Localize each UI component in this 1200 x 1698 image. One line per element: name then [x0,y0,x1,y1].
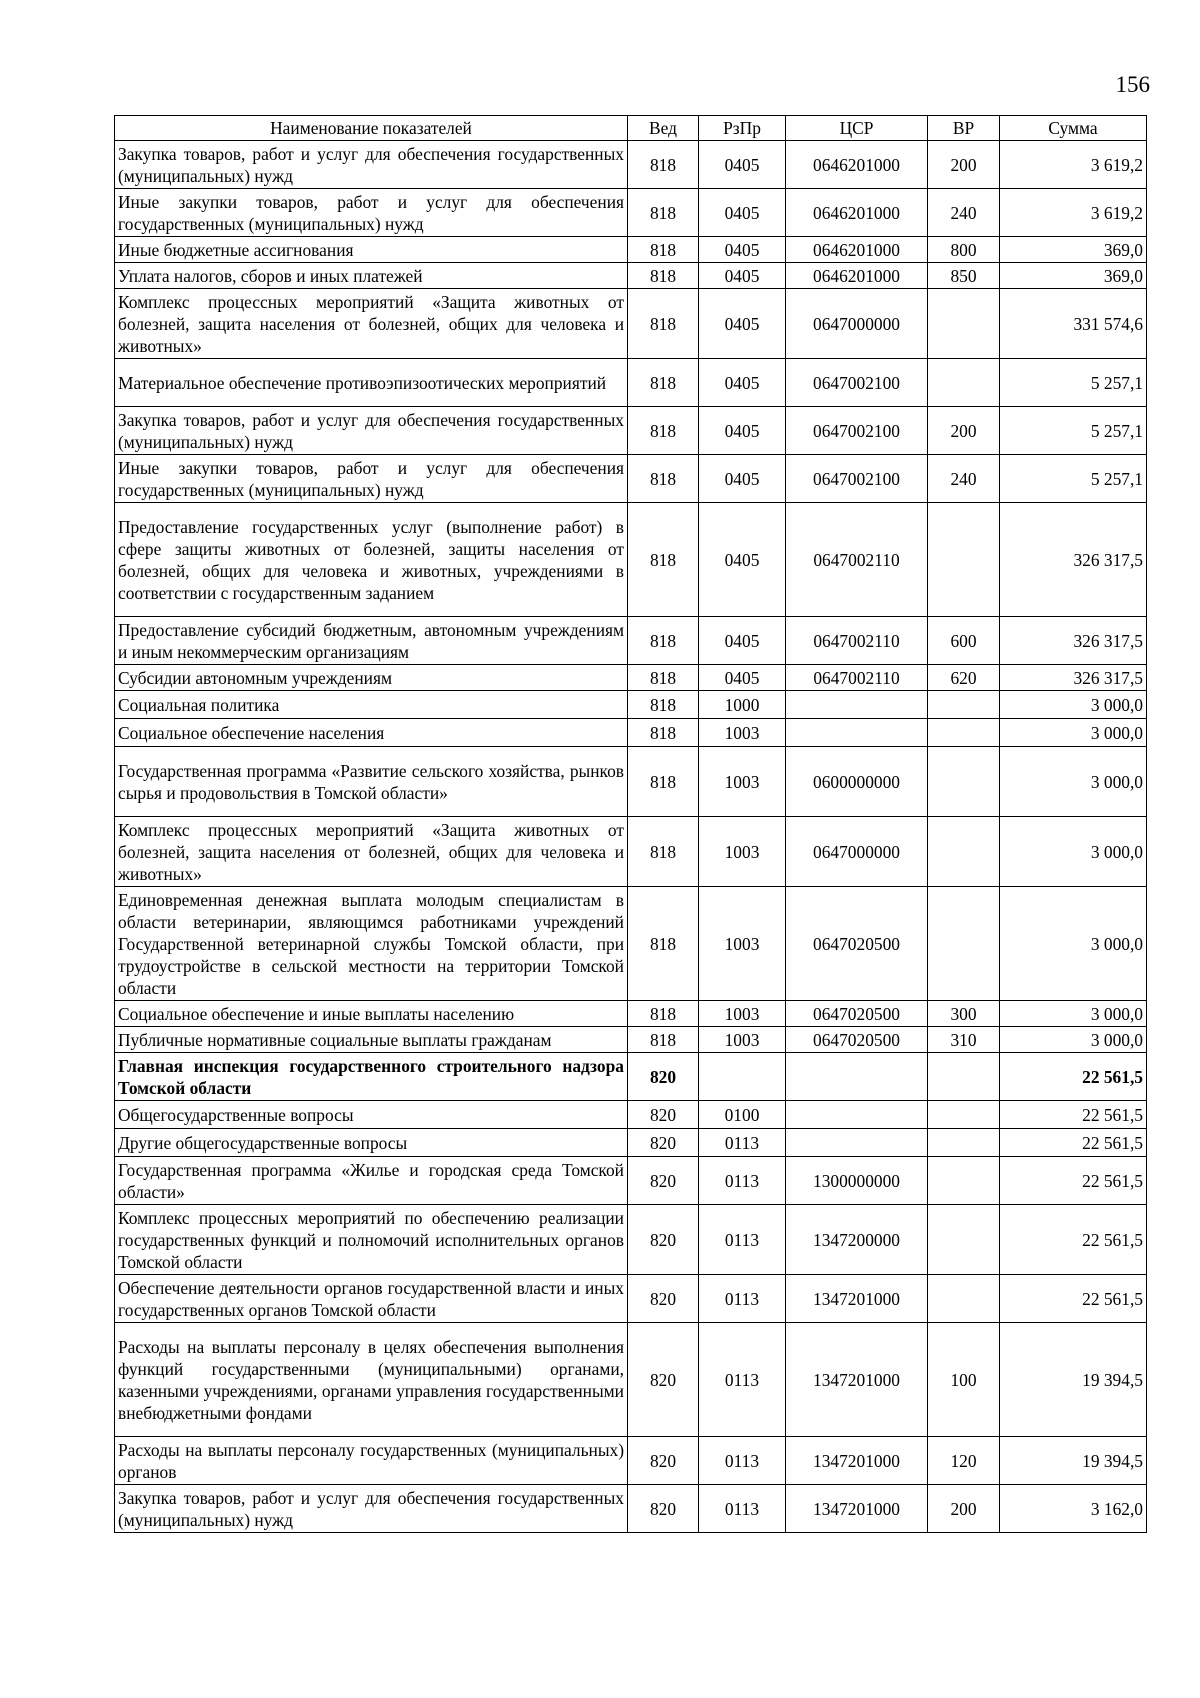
cell-rzpr: 1003 [699,817,786,887]
cell-vr [928,691,1000,719]
cell-name: Закупка товаров, работ и услуг для обеспечения государственных (муниципальных) нужд [115,407,628,455]
table-row [115,1001,1147,1027]
cell-rzpr: 0405 [699,455,786,503]
cell-ved: 818 [628,455,699,503]
cell-ved: 818 [628,617,699,665]
cell-csr: 1347200000 [786,1205,928,1275]
cell-rzpr: 0405 [699,503,786,617]
cell-csr: 0647020500 [786,1027,928,1053]
cell-vr [928,1129,1000,1157]
cell-name: Закупка товаров, работ и услуг для обеспечения государственных (муниципальных) нужд [115,141,628,189]
cell-csr: 0646201000 [786,263,928,289]
cell-sum: 3 000,0 [1000,1001,1147,1027]
cell-name: Расходы на выплаты персоналу государственных (муниципальных) органов [115,1437,628,1485]
cell-rzpr: 0113 [699,1323,786,1437]
cell-sum: 331 574,6 [1000,289,1147,359]
cell-name: Социальная политика [115,691,628,719]
table-row [115,503,1147,617]
cell-csr [786,1101,928,1129]
cell-rzpr: 1003 [699,747,786,817]
cell-rzpr: 1003 [699,1027,786,1053]
cell-ved: 818 [628,189,699,237]
cell-name: Иные закупки товаров, работ и услуг для обеспечения государственных (муниципальных) нужд [115,455,628,503]
cell-name: Государственная программа «Развитие сельского хозяйства, рынков сырья и продовольствия в Томской области» [115,747,628,817]
cell-name: Социальное обеспечение населения [115,719,628,747]
cell-vr: 240 [928,455,1000,503]
cell-ved: 818 [628,691,699,719]
cell-name: Предоставление государственных услуг (выполнение работ) в сфере защиты животных от болезней, защиты населения от болезней, общих для человека и животных, учреждениями в соответствии с государственным заданием [115,503,628,617]
cell-rzpr: 0405 [699,407,786,455]
cell-csr [786,1053,928,1101]
cell-csr: 0647000000 [786,289,928,359]
cell-csr: 0647002100 [786,407,928,455]
cell-name: Комплекс процессных мероприятий «Защита животных от болезней, защита населения от болезней, общих для человека и животных» [115,289,628,359]
cell-rzpr: 0100 [699,1101,786,1129]
cell-ved: 818 [628,141,699,189]
table-header-row [115,116,1147,141]
cell-csr [786,719,928,747]
table-row [115,1485,1147,1533]
cell-vr: 620 [928,665,1000,691]
cell-sum: 19 394,5 [1000,1437,1147,1485]
table-row [115,1157,1147,1205]
cell-vr [928,747,1000,817]
table-row [115,1053,1147,1101]
cell-csr: 0647002100 [786,455,928,503]
cell-name: Комплекс процессных мероприятий «Защита животных от болезней, защита населения от болезней, общих для человека и животных» [115,817,628,887]
cell-csr [786,1129,928,1157]
cell-ved: 818 [628,719,699,747]
cell-name: Расходы на выплаты персоналу в целях обеспечения выполнения функций государственными (муниципальными) органами, казенными учреждениями, органами управления государственными внебюджетными фондами [115,1323,628,1437]
cell-vr: 100 [928,1323,1000,1437]
cell-ved: 820 [628,1129,699,1157]
cell-vr: 120 [928,1437,1000,1485]
cell-sum: 369,0 [1000,237,1147,263]
table-body [115,141,1147,1533]
cell-ved: 820 [628,1275,699,1323]
budget-table [114,115,1147,1533]
cell-rzpr: 0405 [699,189,786,237]
table-row [115,617,1147,665]
cell-sum: 22 561,5 [1000,1275,1147,1323]
cell-sum: 3 162,0 [1000,1485,1147,1533]
cell-sum: 3 619,2 [1000,189,1147,237]
cell-name: Публичные нормативные социальные выплаты гражданам [115,1027,628,1053]
cell-sum: 5 257,1 [1000,407,1147,455]
cell-rzpr: 0113 [699,1129,786,1157]
cell-csr: 0647002110 [786,665,928,691]
cell-rzpr: 0113 [699,1485,786,1533]
table-row [115,719,1147,747]
cell-sum: 326 317,5 [1000,617,1147,665]
cell-rzpr: 0405 [699,141,786,189]
cell-ved: 818 [628,817,699,887]
cell-name: Иные бюджетные ассигнования [115,237,628,263]
table-row [115,1129,1147,1157]
cell-csr: 0647002110 [786,617,928,665]
cell-ved: 820 [628,1323,699,1437]
table-row [115,1323,1147,1437]
table-row [115,1205,1147,1275]
table-row [115,1437,1147,1485]
cell-sum: 3 000,0 [1000,747,1147,817]
cell-sum: 326 317,5 [1000,503,1147,617]
cell-sum: 5 257,1 [1000,359,1147,407]
table-row [115,747,1147,817]
cell-vr [928,1101,1000,1129]
cell-ved: 818 [628,237,699,263]
cell-name: Социальное обеспечение и иные выплаты населению [115,1001,628,1027]
cell-vr: 850 [928,263,1000,289]
cell-ved: 818 [628,1027,699,1053]
cell-csr: 0600000000 [786,747,928,817]
table-row [115,1101,1147,1129]
cell-ved: 820 [628,1053,699,1101]
cell-vr [928,1157,1000,1205]
cell-sum: 3 000,0 [1000,691,1147,719]
header-sum: Сумма [1000,116,1147,141]
cell-ved: 818 [628,887,699,1001]
cell-rzpr: 0113 [699,1157,786,1205]
cell-rzpr: 0405 [699,359,786,407]
cell-rzpr: 0113 [699,1275,786,1323]
cell-name: Государственная программа «Жилье и городская среда Томской области» [115,1157,628,1205]
table-row [115,817,1147,887]
cell-rzpr: 0113 [699,1437,786,1485]
table-row [115,1027,1147,1053]
cell-vr: 200 [928,141,1000,189]
cell-vr [928,719,1000,747]
cell-name: Главная инспекция государственного строительного надзора Томской области [115,1053,628,1101]
cell-vr [928,1053,1000,1101]
cell-sum: 22 561,5 [1000,1101,1147,1129]
cell-rzpr: 0405 [699,289,786,359]
cell-csr: 1300000000 [786,1157,928,1205]
table-row [115,189,1147,237]
cell-rzpr: 0405 [699,237,786,263]
table-row [115,289,1147,359]
cell-csr [786,691,928,719]
cell-csr: 0647000000 [786,817,928,887]
table-row [115,407,1147,455]
cell-rzpr: 1003 [699,1001,786,1027]
table-row [115,263,1147,289]
cell-name: Субсидии автономным учреждениям [115,665,628,691]
cell-ved: 818 [628,359,699,407]
cell-ved: 818 [628,407,699,455]
cell-vr [928,359,1000,407]
cell-vr: 200 [928,407,1000,455]
cell-csr: 1347201000 [786,1485,928,1533]
cell-rzpr: 0113 [699,1205,786,1275]
cell-vr: 310 [928,1027,1000,1053]
cell-sum: 19 394,5 [1000,1323,1147,1437]
cell-vr: 200 [928,1485,1000,1533]
cell-csr: 0647020500 [786,1001,928,1027]
table-row [115,237,1147,263]
cell-sum: 3 000,0 [1000,817,1147,887]
cell-ved: 820 [628,1437,699,1485]
cell-rzpr: 1003 [699,887,786,1001]
cell-sum: 326 317,5 [1000,665,1147,691]
cell-rzpr: 1003 [699,719,786,747]
cell-sum: 5 257,1 [1000,455,1147,503]
cell-csr: 0647002110 [786,503,928,617]
cell-vr [928,817,1000,887]
cell-vr [928,887,1000,1001]
cell-ved: 818 [628,503,699,617]
cell-vr: 240 [928,189,1000,237]
cell-name: Иные закупки товаров, работ и услуг для обеспечения государственных (муниципальных) нужд [115,189,628,237]
cell-name: Закупка товаров, работ и услуг для обеспечения государственных (муниципальных) нужд [115,1485,628,1533]
page-number: 156 [1115,72,1150,97]
cell-sum: 3 000,0 [1000,1027,1147,1053]
cell-ved: 820 [628,1205,699,1275]
cell-name: Предоставление субсидий бюджетным, автономным учреждениям и иным некоммерческим организациям [115,617,628,665]
cell-vr: 800 [928,237,1000,263]
table-row [115,455,1147,503]
cell-vr: 300 [928,1001,1000,1027]
cell-name: Другие общегосударственные вопросы [115,1129,628,1157]
cell-csr: 0647002100 [786,359,928,407]
cell-name: Материальное обеспечение противоэпизоотических мероприятий [115,359,628,407]
cell-csr: 1347201000 [786,1323,928,1437]
table-row [115,887,1147,1001]
cell-ved: 820 [628,1157,699,1205]
cell-vr [928,289,1000,359]
cell-rzpr: 0405 [699,617,786,665]
table-row [115,141,1147,189]
cell-name: Общегосударственные вопросы [115,1101,628,1129]
cell-sum: 3 000,0 [1000,719,1147,747]
cell-ved: 818 [628,747,699,817]
cell-sum: 22 561,5 [1000,1129,1147,1157]
cell-csr: 1347201000 [786,1437,928,1485]
cell-vr [928,1275,1000,1323]
cell-ved: 818 [628,665,699,691]
cell-name: Единовременная денежная выплата молодым специалистам в области ветеринарии, являющимся работниками учреждений Государственной ветеринарной службы Томской области, при трудоустройстве в сельской местности на территории Томской области [115,887,628,1001]
header-name: Наименование показателей [115,116,628,141]
cell-csr: 0646201000 [786,141,928,189]
cell-csr: 0646201000 [786,237,928,263]
cell-sum: 369,0 [1000,263,1147,289]
cell-csr: 0647020500 [786,887,928,1001]
header-csr: ЦСР [786,116,928,141]
header-rzpr: РзПр [699,116,786,141]
cell-rzpr [699,1053,786,1101]
cell-rzpr: 0405 [699,665,786,691]
header-vr: ВР [928,116,1000,141]
cell-name: Обеспечение деятельности органов государственной власти и иных государственных органов Томской области [115,1275,628,1323]
cell-ved: 820 [628,1485,699,1533]
cell-vr: 600 [928,617,1000,665]
table-row [115,691,1147,719]
cell-csr: 1347201000 [786,1275,928,1323]
cell-name: Уплата налогов, сборов и иных платежей [115,263,628,289]
cell-vr [928,503,1000,617]
cell-rzpr: 1000 [699,691,786,719]
header-ved: Вед [628,116,699,141]
cell-sum: 3 619,2 [1000,141,1147,189]
cell-vr [928,1205,1000,1275]
table-row [115,1275,1147,1323]
table-row [115,665,1147,691]
cell-ved: 820 [628,1101,699,1129]
cell-ved: 818 [628,1001,699,1027]
cell-rzpr: 0405 [699,263,786,289]
cell-csr: 0646201000 [786,189,928,237]
cell-sum: 22 561,5 [1000,1205,1147,1275]
cell-ved: 818 [628,263,699,289]
cell-sum: 22 561,5 [1000,1157,1147,1205]
cell-ved: 818 [628,289,699,359]
cell-name: Комплекс процессных мероприятий по обеспечению реализации государственных функций и полномочий исполнительных органов Томской области [115,1205,628,1275]
cell-sum: 22 561,5 [1000,1053,1147,1101]
cell-sum: 3 000,0 [1000,887,1147,1001]
table-row [115,359,1147,407]
